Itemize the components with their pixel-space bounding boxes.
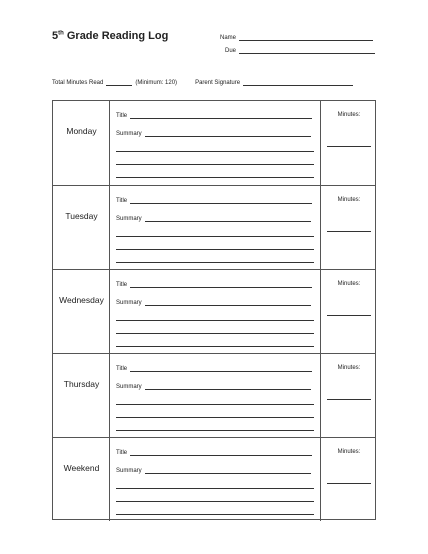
title-field xyxy=(116,196,312,204)
title-suffix: Grade Reading Log xyxy=(63,30,169,42)
summary-writing-line[interactable] xyxy=(116,262,314,263)
summary-writing-line[interactable] xyxy=(116,346,314,347)
title-label: Title xyxy=(116,366,128,372)
day-label: Thursday xyxy=(63,379,100,389)
title-field xyxy=(116,111,312,119)
summary-writing-line[interactable] xyxy=(116,488,314,489)
minutes-label: Minutes: xyxy=(337,281,361,287)
due-label: Due xyxy=(225,48,237,54)
log-row xyxy=(53,353,375,437)
title-blank-line[interactable] xyxy=(130,196,312,204)
title-label: Title xyxy=(116,450,128,456)
summary-blank-line[interactable] xyxy=(145,466,311,474)
reading-log-table xyxy=(52,100,376,520)
minutes-label: Minutes: xyxy=(337,197,361,203)
day-cell xyxy=(53,101,110,185)
summary-writing-line[interactable] xyxy=(116,320,314,321)
title-label: Title xyxy=(116,282,128,288)
summary-field xyxy=(116,382,311,390)
day-cell xyxy=(53,186,110,269)
summary-writing-line[interactable] xyxy=(116,236,314,237)
minutes-label: Minutes: xyxy=(337,449,361,455)
totals-row xyxy=(52,78,353,86)
title-superscript: th xyxy=(58,30,64,37)
minimum-label: (Minimum: 120) xyxy=(135,80,178,86)
summary-writing-line[interactable] xyxy=(116,333,314,334)
summary-writing-line[interactable] xyxy=(116,514,314,515)
summary-blank-line[interactable] xyxy=(145,382,311,390)
minutes-blank-line[interactable] xyxy=(327,483,371,484)
summary-blank-line[interactable] xyxy=(145,298,311,306)
entry-cell xyxy=(110,354,321,437)
log-row xyxy=(53,269,375,353)
name-blank-line[interactable] xyxy=(239,33,373,41)
day-cell xyxy=(53,438,110,521)
minutes-blank-line[interactable] xyxy=(327,231,371,232)
entry-cell xyxy=(110,270,321,353)
summary-label: Summary xyxy=(116,384,142,390)
title-label: Title xyxy=(116,198,128,204)
summary-writing-line[interactable] xyxy=(116,164,314,165)
parent-signature-blank-line[interactable] xyxy=(243,78,353,86)
summary-label: Summary xyxy=(116,300,142,306)
summary-label: Summary xyxy=(116,131,142,137)
due-field xyxy=(225,46,375,54)
summary-field xyxy=(116,214,311,222)
title-field xyxy=(116,280,312,288)
summary-writing-line[interactable] xyxy=(116,417,314,418)
minutes-blank-line[interactable] xyxy=(327,315,371,316)
summary-writing-line[interactable] xyxy=(116,501,314,502)
day-cell xyxy=(53,354,110,437)
day-cell xyxy=(53,270,110,353)
summary-field xyxy=(116,466,311,474)
title-label: Title xyxy=(116,113,128,119)
summary-field xyxy=(116,129,311,137)
day-label: Monday xyxy=(66,126,97,136)
title-field xyxy=(116,448,312,456)
summary-writing-line[interactable] xyxy=(116,404,314,405)
title-blank-line[interactable] xyxy=(130,280,312,288)
name-label: Name xyxy=(220,35,237,41)
minutes-label: Minutes: xyxy=(337,112,361,118)
summary-writing-line[interactable] xyxy=(116,249,314,250)
summary-writing-line[interactable] xyxy=(116,177,314,178)
minutes-label: Minutes: xyxy=(337,365,361,371)
minutes-blank-line[interactable] xyxy=(327,146,371,147)
total-minutes-label: Total Minutes Read xyxy=(52,80,104,86)
title-field xyxy=(116,364,312,372)
log-row xyxy=(53,101,375,185)
minutes-blank-line[interactable] xyxy=(327,399,371,400)
title-blank-line[interactable] xyxy=(130,448,312,456)
entry-cell xyxy=(110,186,321,269)
summary-field xyxy=(116,298,311,306)
summary-writing-line[interactable] xyxy=(116,430,314,431)
summary-label: Summary xyxy=(116,468,142,474)
entry-cell xyxy=(110,438,321,521)
log-row xyxy=(53,437,375,521)
day-label: Wednesday xyxy=(59,295,104,305)
title-blank-line[interactable] xyxy=(130,364,312,372)
log-row xyxy=(53,185,375,269)
summary-blank-line[interactable] xyxy=(145,129,311,137)
entry-cell xyxy=(110,101,321,185)
due-blank-line[interactable] xyxy=(239,46,375,54)
day-label: Weekend xyxy=(63,463,100,473)
summary-label: Summary xyxy=(116,216,142,222)
summary-writing-line[interactable] xyxy=(116,151,314,152)
title-prefix: 5 xyxy=(52,30,59,42)
page-title xyxy=(52,30,168,42)
total-minutes-blank-line[interactable] xyxy=(106,78,132,86)
name-field xyxy=(220,33,373,41)
summary-blank-line[interactable] xyxy=(145,214,311,222)
title-blank-line[interactable] xyxy=(130,111,312,119)
day-label: Tuesday xyxy=(65,211,98,221)
parent-signature-label: Parent Signature xyxy=(195,80,241,86)
